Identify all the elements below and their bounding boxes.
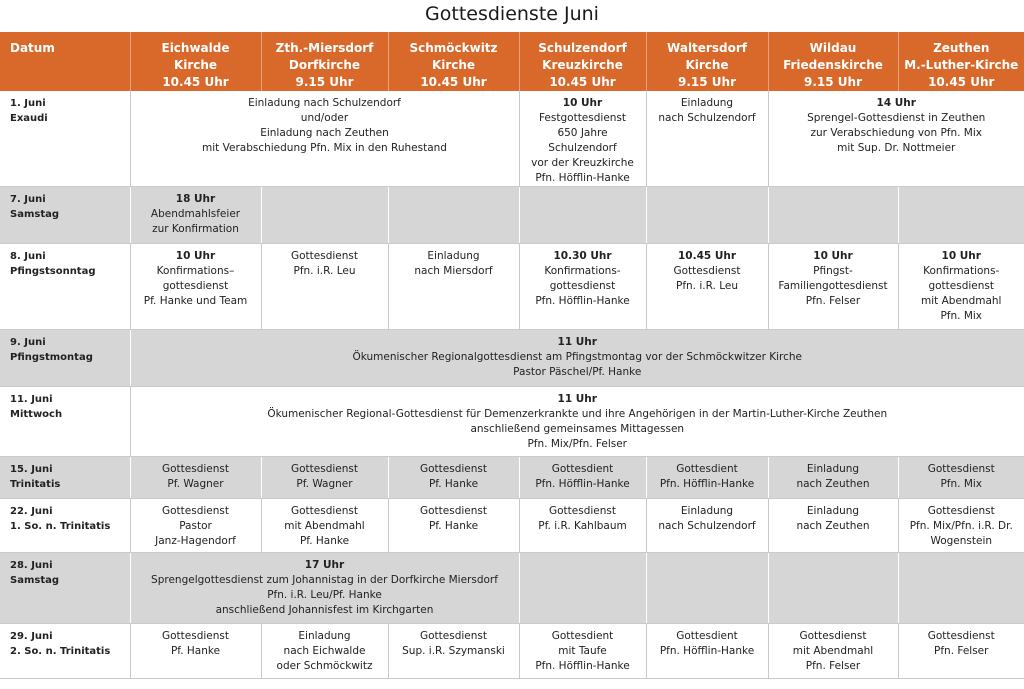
header-line: M.-Luther-Kirche: [904, 58, 1019, 72]
table-row: [0, 187, 1024, 244]
empty-cell: [898, 553, 1024, 624]
service-line: Gottesdient: [551, 463, 614, 475]
service-line: Abendmahlsfeier: [150, 208, 241, 220]
service-line: nach Zeuthen: [796, 520, 870, 532]
service-line: Gottesdienst: [927, 505, 995, 517]
service-line: Einladung: [680, 97, 734, 109]
service-line: vor der Kreuzkirche: [531, 157, 634, 169]
service-cell: [768, 457, 898, 499]
service-line: mit Sup. Dr. Nottmeier: [837, 142, 956, 154]
service-line: Pfn. i.R. Leu: [293, 265, 356, 277]
service-line: mit Abendmahl: [792, 645, 874, 657]
service-cell: [646, 91, 768, 187]
service-line: Pf. Hanke: [428, 478, 479, 490]
service-cell: [646, 499, 768, 553]
service-line: Janz-Hagendorf: [155, 535, 236, 547]
table-row: [0, 457, 1024, 499]
service-line: Ökumenischer Regional-Gottesdienst für Demenzerkrankte und ihre Angehörigen in der Martin-Luther-Kirche Zeuthen: [267, 408, 888, 420]
table-row: [0, 91, 1024, 187]
service-line: Pf. i.R. Kahlbaum: [538, 520, 627, 532]
service-line: Gottesdienst: [419, 463, 487, 475]
service-line: Einladung: [806, 463, 860, 475]
date-cell: [0, 624, 130, 679]
service-line: gottesdienst: [928, 280, 995, 292]
date-label: 1. Juni: [10, 98, 46, 109]
header-line: 9.15 Uhr: [678, 75, 736, 89]
service-cell: [519, 244, 646, 330]
table-row: [0, 244, 1024, 330]
service-line: anschließend gemeinsames Mittagessen: [470, 423, 685, 435]
service-line: Sup. i.R. Szymanski: [402, 645, 505, 657]
service-line: Sprengelgottesdienst zum Johannistag in der Dorfkirche Miersdorf: [151, 574, 498, 586]
service-cell: [646, 244, 768, 330]
service-time: 10 Uhr: [813, 250, 853, 262]
empty-cell: [261, 187, 388, 244]
empty-cell: [646, 553, 768, 624]
service-line: Einladung: [806, 505, 860, 517]
service-cell: [261, 499, 388, 553]
day-name-label: Trinitatis: [10, 479, 61, 490]
service-line: mit Verabschiedung Pfn. Mix in den Ruhestand: [202, 142, 447, 154]
service-line: Einladung nach Schulzendorf: [248, 97, 401, 109]
table-body: [0, 91, 1024, 679]
header-line: Kirche: [431, 58, 476, 72]
service-line: Pf. Hanke: [428, 520, 479, 532]
date-cell: [0, 499, 130, 553]
service-line: Gottesdienst: [548, 505, 616, 517]
header-line: Datum: [10, 41, 55, 55]
service-cell: [519, 624, 646, 679]
header-line: Schulzendorf: [538, 41, 627, 55]
header-schmoeckwitz: [388, 32, 519, 91]
service-time: 10 Uhr: [562, 97, 603, 109]
date-label: 22. Juni: [10, 506, 53, 517]
service-line: Pfn. Felser: [934, 645, 989, 657]
day-name-label: 2. So. n. Trinitatis: [10, 646, 111, 657]
service-time: 11 Uhr: [557, 393, 597, 405]
service-cell: [261, 457, 388, 499]
date-cell: [0, 244, 130, 330]
service-line: Pf. Wagner: [296, 478, 353, 490]
service-line: Gottesdienst: [161, 630, 229, 642]
service-line: Gottesdient: [676, 463, 738, 475]
service-line: Pfn. i.R. Leu: [676, 280, 738, 292]
service-time: 10 Uhr: [941, 250, 981, 262]
service-cell: [388, 457, 519, 499]
header-line: 9.15 Uhr: [295, 75, 354, 89]
service-line: zur Konfirmation: [152, 223, 239, 235]
service-cell: [898, 457, 1024, 499]
day-name-label: Mittwoch: [10, 409, 63, 420]
day-name-label: 1. So. n. Trinitatis: [10, 521, 111, 532]
date-label: 7. Juni: [10, 194, 46, 205]
empty-cell: [519, 187, 646, 244]
service-line: Pfn. Mix/Pfn. i.R. Dr.: [909, 520, 1013, 532]
service-line: Ökumenischer Regionalgottesdienst am Pfingstmontag vor der Schmöckwitzer Kirche: [352, 351, 803, 363]
service-line: Konfirmations-: [923, 265, 1000, 277]
service-line: nach Eichwalde: [283, 645, 366, 657]
date-cell: [0, 330, 130, 387]
header-zeuthen: [898, 32, 1024, 91]
service-cell: [261, 624, 388, 679]
service-cell: [898, 499, 1024, 553]
service-line: mit Taufe: [558, 645, 607, 657]
header-waltersdorf: [646, 32, 768, 91]
service-line: Gottesdienst: [927, 463, 995, 475]
service-time: 11 Uhr: [557, 336, 597, 348]
date-label: 9. Juni: [10, 337, 46, 348]
table-row: [0, 330, 1024, 387]
service-line: Pf. Hanke: [299, 535, 350, 547]
service-line: Pfn. Höfflin-Hanke: [535, 172, 630, 184]
service-cell: [768, 499, 898, 553]
service-cell: [130, 387, 1024, 457]
header-line: 10.45 Uhr: [549, 75, 616, 89]
empty-cell: [388, 187, 519, 244]
service-line: Pf. Wagner: [167, 478, 224, 490]
header-eichwalde: [130, 32, 261, 91]
day-name-label: Pfingstsonntag: [10, 266, 96, 277]
date-cell: [0, 91, 130, 187]
service-line: mit Abendmahl: [921, 295, 1002, 307]
day-name-label: Pfingstmontag: [10, 352, 93, 363]
date-label: 29. Juni: [10, 631, 53, 642]
header-row: [0, 32, 1024, 91]
service-line: Einladung: [298, 630, 351, 642]
service-cell: [768, 624, 898, 679]
table-row: [0, 499, 1024, 553]
day-name-label: Exaudi: [10, 113, 48, 124]
empty-cell: [646, 187, 768, 244]
service-cell: [130, 91, 519, 187]
service-line: nach Miersdorf: [414, 265, 493, 277]
service-line: Gottesdienst: [290, 250, 358, 262]
service-line: Pfn. Mix/Pfn. Felser: [527, 438, 628, 450]
date-cell: [0, 187, 130, 244]
service-time: 18 Uhr: [175, 193, 216, 205]
service-line: Pfn. Höfflin-Hanke: [535, 295, 630, 307]
service-line: nach Schulzendorf: [658, 112, 756, 124]
date-label: 11. Juni: [10, 394, 53, 405]
service-line: Pfingst-: [813, 265, 853, 277]
service-line: Pfn. Mix: [940, 310, 983, 322]
day-name-label: Samstag: [10, 575, 60, 586]
service-cell: [388, 624, 519, 679]
empty-cell: [768, 553, 898, 624]
service-line: Konfirmations–: [156, 265, 235, 277]
header-wildau: [768, 32, 898, 91]
service-line: Gottesdienst: [161, 463, 229, 475]
service-line: Gottesdienst: [927, 630, 995, 642]
service-line: Pf. Hanke und Team: [143, 295, 248, 307]
service-line: Sprengel-Gottesdienst in Zeuthen: [807, 112, 986, 124]
header-miersdorf: [261, 32, 388, 91]
page-title: Gottesdienste Juni: [425, 3, 599, 25]
service-line: Pf. Hanke: [170, 645, 221, 657]
table-row: [0, 553, 1024, 624]
service-line: Pfn. Mix: [940, 478, 983, 490]
service-line: Wogenstein: [930, 535, 993, 547]
service-line: nach Schulzendorf: [658, 520, 756, 532]
service-cell: [130, 244, 261, 330]
service-line: Pfn. Felser: [805, 660, 861, 672]
service-time: 10 Uhr: [175, 250, 216, 262]
service-line: Gottesdienst: [161, 505, 229, 517]
header-line: Zth.-Miersdorf: [275, 41, 374, 55]
service-line: Gottesdient: [551, 630, 614, 642]
header-line: Zeuthen: [933, 41, 990, 55]
service-time: 14 Uhr: [876, 97, 916, 109]
table-row: [0, 387, 1024, 457]
date-cell: [0, 457, 130, 499]
header-datum: [0, 32, 130, 91]
header-line: Eichwalde: [161, 41, 230, 55]
service-cell: [768, 91, 1024, 187]
service-line: Einladung: [427, 250, 480, 262]
header-line: 10.45 Uhr: [928, 75, 995, 89]
service-line: Einladung nach Zeuthen: [260, 127, 389, 139]
service-line: 650 Jahre: [557, 127, 608, 139]
service-line: Gottesdient: [676, 630, 738, 642]
service-line: Schulzendorf: [548, 142, 617, 154]
service-line: Pfn. Höfflin-Hanke: [535, 660, 630, 672]
header-line: Friedenskirche: [783, 58, 883, 72]
service-time: 10.30 Uhr: [553, 250, 612, 262]
service-line: Familiengottesdienst: [778, 280, 888, 292]
date-cell: [0, 387, 130, 457]
service-cell: [130, 457, 261, 499]
service-time: 10.45 Uhr: [677, 250, 737, 262]
service-line: Pfn. i.R. Leu/Pf. Hanke: [267, 589, 382, 601]
service-line: gottesdienst: [549, 280, 616, 292]
header-line: Kreuzkirche: [542, 58, 623, 72]
service-line: Pastor: [179, 520, 212, 532]
service-line: anschließend Johannisfest im Kirchgarten: [215, 604, 434, 616]
header-line: 10.45 Uhr: [162, 75, 229, 89]
service-line: Konfirmations-: [544, 265, 621, 277]
service-line: Gottesdienst: [673, 265, 741, 277]
empty-cell: [519, 553, 646, 624]
service-line: gottesdienst: [162, 280, 229, 292]
service-cell: [768, 244, 898, 330]
header-line: Waltersdorf: [667, 41, 747, 55]
service-line: oder Schmöckwitz: [276, 660, 373, 672]
header-line: Schmöckwitz: [409, 41, 498, 55]
service-time: 17 Uhr: [304, 559, 345, 571]
date-label: 15. Juni: [10, 464, 53, 475]
service-line: Festgottesdienst: [538, 112, 627, 124]
service-cell: [261, 244, 388, 330]
empty-cell: [768, 187, 898, 244]
service-cell: [130, 624, 261, 679]
service-line: Gottesdienst: [419, 505, 487, 517]
service-cell: [898, 244, 1024, 330]
service-schedule-table: [0, 32, 1024, 679]
service-cell: [646, 624, 768, 679]
header-line: Kirche: [685, 58, 729, 72]
service-line: Pfn. Höfflin-Hanke: [535, 478, 630, 490]
service-line: Einladung: [680, 505, 734, 517]
service-cell: [646, 457, 768, 499]
service-line: Pfn. Höfflin-Hanke: [659, 478, 755, 490]
service-line: Pastor Päschel/Pf. Hanke: [513, 366, 642, 378]
service-line: Gottesdienst: [290, 505, 358, 517]
header-line: 9.15 Uhr: [804, 75, 862, 89]
service-line: Gottesdienst: [799, 630, 867, 642]
day-name-label: Samstag: [10, 209, 60, 220]
service-line: zur Verabschiedung von Pfn. Mix: [810, 127, 982, 139]
header-line: 10.45 Uhr: [420, 75, 487, 89]
date-label: 8. Juni: [10, 251, 46, 262]
table-row: [0, 624, 1024, 679]
service-cell: [388, 244, 519, 330]
service-cell: [130, 553, 519, 624]
date-cell: [0, 553, 130, 624]
service-line: Pfn. Felser: [805, 295, 861, 307]
service-line: mit Abendmahl: [284, 520, 365, 532]
empty-cell: [898, 187, 1024, 244]
service-line: und/oder: [300, 112, 349, 124]
service-cell: [130, 499, 261, 553]
service-line: Gottesdienst: [290, 463, 358, 475]
service-cell: [130, 330, 1024, 387]
service-cell: [388, 499, 519, 553]
header-line: Wildau: [809, 41, 857, 55]
service-cell: [519, 91, 646, 187]
header-schulzendorf: [519, 32, 646, 91]
service-cell: [130, 187, 261, 244]
service-line: Pfn. Höfflin-Hanke: [659, 645, 755, 657]
service-line: Gottesdienst: [419, 630, 487, 642]
header-line: Kirche: [173, 58, 218, 72]
service-line: nach Zeuthen: [796, 478, 870, 490]
service-cell: [519, 499, 646, 553]
date-label: 28. Juni: [10, 560, 53, 571]
service-cell: [898, 624, 1024, 679]
header-line: Dorfkirche: [288, 58, 361, 72]
service-cell: [519, 457, 646, 499]
